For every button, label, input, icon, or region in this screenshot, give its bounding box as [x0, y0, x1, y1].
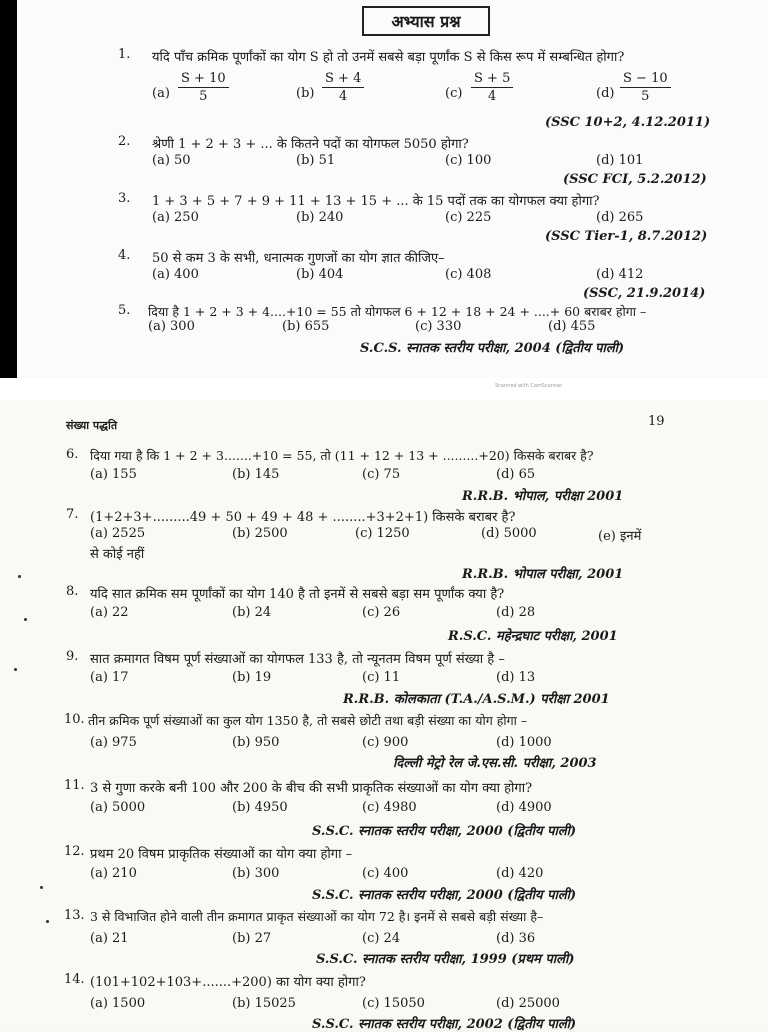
question-text: (1+2+3+.........49 + 50 + 49 + 48 + ........+3+2+1) किसके बराबर है?: [90, 510, 516, 525]
option-continuation: से कोई नहीं: [90, 547, 145, 562]
option: (c) 225: [445, 210, 492, 225]
question-number: 2.: [118, 134, 131, 149]
option: (b) 4950: [232, 800, 288, 815]
question-text: 3 से विभाजित होने वाली तीन क्रमागत प्राकृत संख्याओं का योग 72 है। इनमें से सबसे बड़ी संख्या है–: [90, 909, 544, 924]
question-text: 50 से कम 3 के सभी, धनात्मक गुणजों का योग ज्ञात कीजिए–: [152, 251, 445, 266]
option: (d) 65: [496, 467, 536, 482]
question-number: 7.: [66, 507, 79, 522]
scan-edge: [0, 0, 17, 378]
fraction-option-d: [620, 70, 671, 105]
denominator: 4: [339, 89, 348, 104]
option: (a) 2525: [90, 526, 146, 541]
option: (a) 300: [148, 319, 195, 334]
option: (b) 27: [232, 931, 272, 946]
option: (d) 28: [496, 605, 536, 620]
option: (a) 1500: [90, 996, 146, 1011]
option-label: (b): [296, 86, 315, 101]
scan-speck: [40, 886, 43, 889]
option-label: (a): [152, 86, 170, 101]
denominator: 4: [488, 89, 497, 104]
bottom-page: [0, 400, 768, 1032]
scan-speck: [46, 920, 49, 923]
option: (b) 15025: [232, 996, 296, 1011]
option: (a) 155: [90, 467, 137, 482]
numerator: S + 4: [322, 70, 364, 88]
question-source: (SSC, 21.9.2014): [583, 286, 706, 301]
top-page: [0, 0, 768, 378]
question-source: R.R.B. कोलकाता (T.A./A.S.M.) परीक्षा 2001: [343, 692, 610, 707]
question-source: S.S.C. स्नातक स्तरीय परीक्षा, 2000 (द्वितीय पाली): [312, 888, 577, 903]
question-source: R.R.B. भोपाल परीक्षा, 2001: [462, 567, 624, 582]
question-text: (101+102+103+.......+200) का योग क्या होगा?: [90, 975, 366, 990]
option: (b) 950: [232, 735, 280, 750]
running-header: संख्या पद्धति: [66, 419, 118, 432]
numerator: S + 5: [471, 70, 513, 88]
option: (a) 400: [152, 267, 199, 282]
option: (c) 400: [362, 866, 409, 881]
question-source: S.C.S. स्नातक स्तरीय परीक्षा, 2004 (द्वितीय पाली): [360, 341, 625, 356]
question-number: 6.: [66, 447, 79, 462]
question-source: (SSC Tier-1, 8.7.2012): [545, 229, 708, 244]
scan-speck: [24, 618, 27, 621]
numerator: S − 10: [620, 70, 671, 88]
page-gap: [0, 378, 768, 400]
option: (d) 25000: [496, 996, 560, 1011]
option: (b) 2500: [232, 526, 288, 541]
option: (d) 4900: [496, 800, 552, 815]
question-source: (SSC 10+2, 4.12.2011): [545, 115, 711, 130]
option: (c) 24: [362, 931, 401, 946]
option: (b) 300: [232, 866, 280, 881]
option: (c) 26: [362, 605, 401, 620]
option: (d) 5000: [481, 526, 537, 541]
question-text: यदि पाँच क्रमिक पूर्णांकों का योग S हो तो उनमें सबसे बड़ा पूर्णांक S से किस रूप में सम्बन्धित होगा?: [152, 50, 625, 65]
option: (a) 5000: [90, 800, 146, 815]
question-source: R.R.B. भोपाल, परीक्षा 2001: [462, 489, 624, 504]
scanner-watermark: Scanned with CamScanner: [495, 383, 563, 389]
page-number: 19: [648, 414, 665, 429]
option: (d) 420: [496, 866, 544, 881]
option: (a) 250: [152, 210, 199, 225]
option: (c) 408: [445, 267, 492, 282]
question-number: 1.: [118, 47, 131, 62]
option: (d) 1000: [496, 735, 552, 750]
option-label: (d): [596, 86, 615, 101]
option: (b) 240: [296, 210, 344, 225]
fraction-option-c: [471, 70, 513, 105]
question-text: 1 + 3 + 5 + 7 + 9 + 11 + 13 + 15 + ... के 15 पदों तक का योगफल क्या होगा?: [152, 194, 600, 209]
question-number: 13.: [64, 908, 85, 923]
option: (b) 24: [232, 605, 272, 620]
option: (b) 145: [232, 467, 280, 482]
question-text: दिया गया है कि 1 + 2 + 3.......+10 = 55, तो (11 + 12 + 13 + .........+20) किसके बराबर है?: [90, 448, 594, 463]
option: (a) 21: [90, 931, 129, 946]
option: (a) 17: [90, 670, 129, 685]
option: (c) 330: [415, 319, 462, 334]
option: (c) 15050: [362, 996, 425, 1011]
scan-speck: [18, 575, 21, 578]
option: (c) 100: [445, 153, 492, 168]
option: (c) 11: [362, 670, 401, 685]
option: (c) 900: [362, 735, 409, 750]
question-text: श्रेणी 1 + 2 + 3 + ... के कितने पदों का योगफल 5050 होगा?: [152, 137, 469, 152]
question-number: 5.: [118, 303, 131, 318]
fraction-option-a: [178, 70, 229, 105]
question-number: 10.: [64, 712, 85, 727]
option: (b) 51: [296, 153, 336, 168]
option: (d) 36: [496, 931, 536, 946]
option: (d) 265: [596, 210, 644, 225]
question-text: तीन क्रमिक पूर्ण संख्याओं का कुल योग 1350 है, तो सबसे छोटी तथा बड़ी संख्या का योग होगा –: [88, 713, 528, 728]
option: (a) 22: [90, 605, 129, 620]
option: (a) 210: [90, 866, 137, 881]
option: (d) 412: [596, 267, 644, 282]
option: (a) 50: [152, 153, 191, 168]
option: (c) 1250: [355, 526, 410, 541]
question-text: दिया है 1 + 2 + 3 + 4....+10 = 55 तो योगफल 6 + 12 + 18 + 24 + ....+ 60 बराबर होगा –: [148, 304, 647, 319]
option: (d) 101: [596, 153, 644, 168]
option: (e) इनमें: [598, 529, 642, 544]
option: (b) 19: [232, 670, 272, 685]
question-number: 12.: [64, 844, 85, 859]
question-number: 3.: [118, 191, 131, 206]
question-number: 4.: [118, 248, 131, 263]
denominator: 5: [641, 89, 650, 104]
scan-speck: [14, 668, 17, 671]
question-text: 3 से गुणा करके बनी 100 और 200 के बीच की सभी प्राकृतिक संख्याओं का योग क्या होगा?: [90, 781, 533, 796]
option-label: (c): [445, 86, 463, 101]
option: (c) 4980: [362, 800, 417, 815]
option: (b) 655: [282, 319, 330, 334]
option: (a) 975: [90, 735, 137, 750]
question-source: S.S.C. स्नातक स्तरीय परीक्षा, 1999 (प्रथम पाली): [316, 952, 575, 967]
option: (d) 13: [496, 670, 536, 685]
denominator: 5: [199, 89, 208, 104]
question-source: S.S.C. स्नातक स्तरीय परीक्षा, 2000 (द्वितीय पाली): [312, 824, 577, 839]
question-number: 11.: [64, 778, 85, 793]
option: (d) 455: [548, 319, 596, 334]
option: (b) 404: [296, 267, 344, 282]
question-source: R.S.C. महेन्द्रघाट परीक्षा, 2001: [448, 629, 618, 644]
question-number: 9.: [66, 649, 79, 664]
question-source: दिल्ली मेट्रो रेल जे.एस.सी. परीक्षा, 2003: [393, 756, 597, 771]
section-heading: अभ्यास प्रश्न: [362, 6, 490, 36]
question-text: सात क्रमागत विषम पूर्ण संख्याओं का योगफल 133 है, तो न्यूनतम विषम पूर्ण संख्या है –: [90, 652, 505, 667]
question-text: प्रथम 20 विषम प्राकृतिक संख्याओं का योग क्या होगा –: [90, 847, 353, 862]
question-number: 14.: [64, 972, 85, 987]
numerator: S + 10: [178, 70, 229, 88]
fraction-option-b: [322, 70, 364, 105]
question-number: 8.: [66, 584, 79, 599]
question-source: (SSC FCI, 5.2.2012): [563, 172, 707, 187]
question-text: यदि सात क्रमिक सम पूर्णांकों का योग 140 है तो इनमें से सबसे बड़ा सम पूर्णांक क्या है?: [90, 587, 505, 602]
question-source: S.S.C. स्नातक स्तरीय परीक्षा, 2002 (द्वितीय पाली): [312, 1017, 577, 1032]
option: (c) 75: [362, 467, 401, 482]
